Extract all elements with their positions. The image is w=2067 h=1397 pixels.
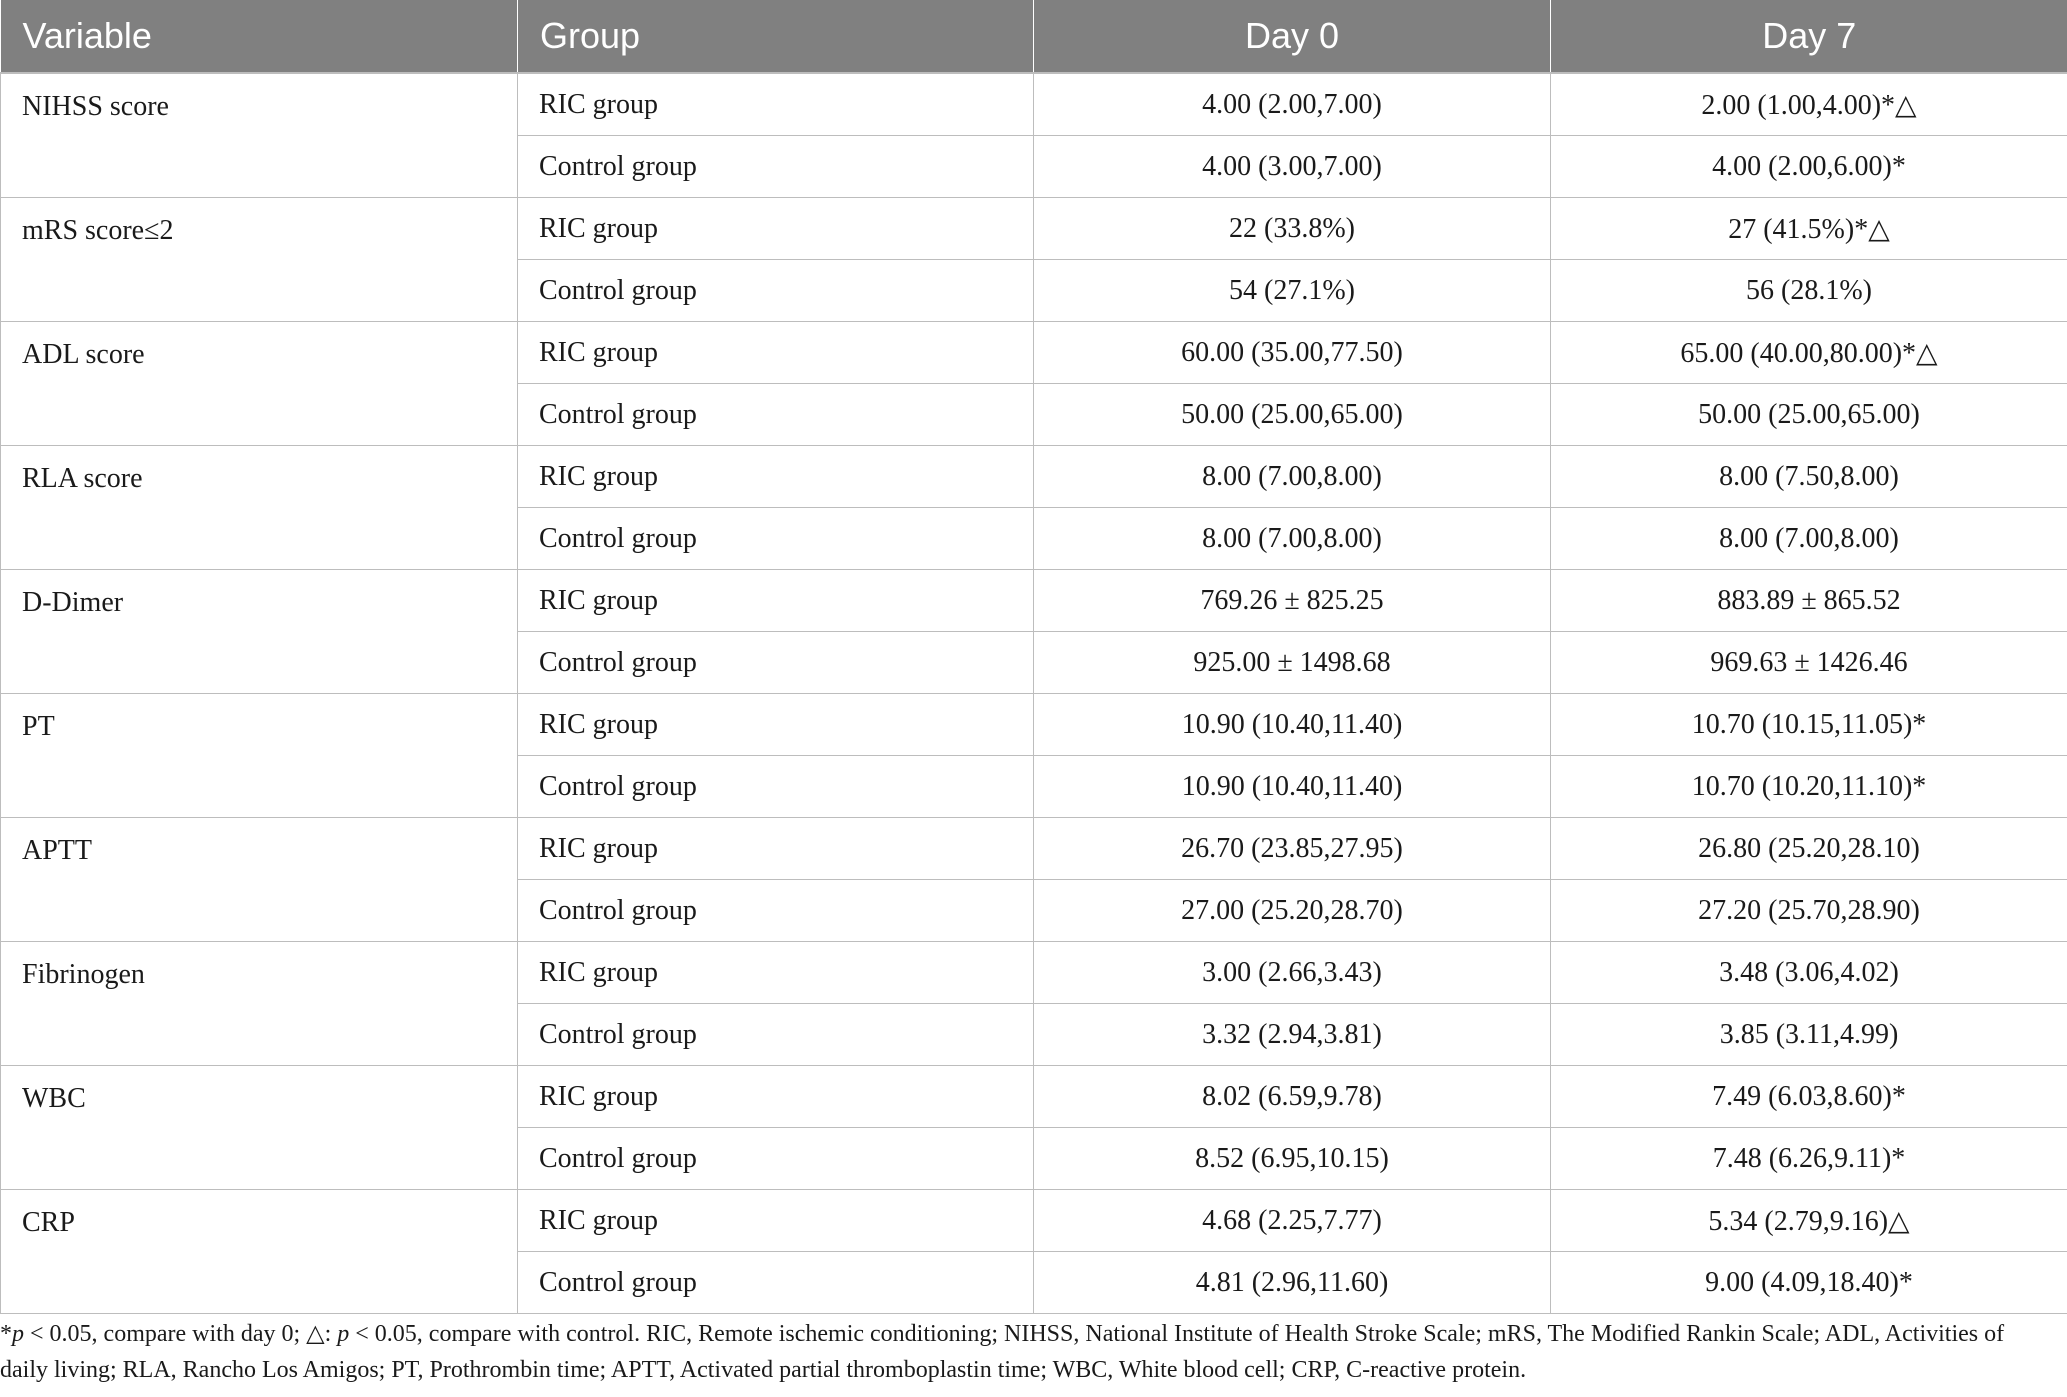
- table-row: [1, 570, 2067, 632]
- table-row: [1, 694, 2067, 756]
- group-cell: RIC group: [518, 570, 1034, 632]
- group-cell: Control group: [518, 1004, 1034, 1066]
- day7-cell: 8.00 (7.00,8.00): [1551, 508, 2067, 570]
- day0-cell: 4.00 (2.00,7.00): [1034, 73, 1551, 136]
- day7-cell: 9.00 (4.09,18.40)*: [1551, 1252, 2067, 1314]
- day0-cell: 10.90 (10.40,11.40): [1034, 756, 1551, 818]
- day0-cell: 8.00 (7.00,8.00): [1034, 508, 1551, 570]
- group-cell: Control group: [518, 260, 1034, 322]
- day7-cell: 883.89 ± 865.52: [1551, 570, 2067, 632]
- header-group: Group: [518, 0, 1034, 73]
- group-cell: RIC group: [518, 322, 1034, 384]
- day0-cell: 8.02 (6.59,9.78): [1034, 1066, 1551, 1128]
- day7-cell: 56 (28.1%): [1551, 260, 2067, 322]
- group-cell: Control group: [518, 384, 1034, 446]
- table-row: [1, 942, 2067, 1004]
- day7-cell: 3.48 (3.06,4.02): [1551, 942, 2067, 1004]
- day7-cell: 10.70 (10.20,11.10)*: [1551, 756, 2067, 818]
- day7-cell: 969.63 ± 1426.46: [1551, 632, 2067, 694]
- header-row: [1, 0, 2067, 73]
- day0-cell: 22 (33.8%): [1034, 198, 1551, 260]
- group-cell: Control group: [518, 1252, 1034, 1314]
- variable-cell: WBC: [1, 1066, 518, 1190]
- table-row: [1, 1066, 2067, 1128]
- group-cell: RIC group: [518, 198, 1034, 260]
- footnote-text-b: < 0.05, compare with control. RIC, Remote ischemic conditioning; NIHSS, National Institute of Health Stroke Scale; mRS, The Modified Rankin Scale; ADL, Activities of daily living; RLA, Rancho Los Amigos; PT, Prothrombin time; APTT, Activated partial thromboplastin time; WBC, White blood cell; CRP, C-reactive protein.: [0, 1321, 2005, 1383]
- group-cell: RIC group: [518, 694, 1034, 756]
- group-cell: RIC group: [518, 73, 1034, 136]
- footnote-p-symbol-2: p: [337, 1321, 350, 1347]
- day0-cell: 3.32 (2.94,3.81): [1034, 1004, 1551, 1066]
- day7-cell: 7.49 (6.03,8.60)*: [1551, 1066, 2067, 1128]
- variable-cell: mRS score≤2: [1, 198, 518, 322]
- day0-cell: 50.00 (25.00,65.00): [1034, 384, 1551, 446]
- day0-cell: 4.68 (2.25,7.77): [1034, 1190, 1551, 1252]
- table-row: [1, 322, 2067, 384]
- day0-cell: 8.52 (6.95,10.15): [1034, 1128, 1551, 1190]
- day0-cell: 26.70 (23.85,27.95): [1034, 818, 1551, 880]
- variable-cell: ADL score: [1, 322, 518, 446]
- day7-cell: 26.80 (25.20,28.10): [1551, 818, 2067, 880]
- footnote-text-a: < 0.05, compare with day 0; △:: [24, 1321, 338, 1347]
- day0-cell: 769.26 ± 825.25: [1034, 570, 1551, 632]
- day0-cell: 3.00 (2.66,3.43): [1034, 942, 1551, 1004]
- day0-cell: 27.00 (25.20,28.70): [1034, 880, 1551, 942]
- day0-cell: 60.00 (35.00,77.50): [1034, 322, 1551, 384]
- group-cell: Control group: [518, 136, 1034, 198]
- day7-cell: 27 (41.5%)*△: [1551, 198, 2067, 260]
- day0-cell: 10.90 (10.40,11.40): [1034, 694, 1551, 756]
- day7-cell: 65.00 (40.00,80.00)*△: [1551, 322, 2067, 384]
- day7-cell: 5.34 (2.79,9.16)△: [1551, 1190, 2067, 1252]
- variable-cell: D-Dimer: [1, 570, 518, 694]
- table-footnote: [0, 1316, 2050, 1388]
- group-cell: RIC group: [518, 942, 1034, 1004]
- group-cell: Control group: [518, 756, 1034, 818]
- table-row: [1, 446, 2067, 508]
- group-cell: RIC group: [518, 446, 1034, 508]
- group-cell: Control group: [518, 632, 1034, 694]
- variable-cell: RLA score: [1, 446, 518, 570]
- footnote-p-symbol: p: [12, 1321, 24, 1347]
- group-cell: RIC group: [518, 818, 1034, 880]
- header-day7: Day 7: [1551, 0, 2067, 73]
- day0-cell: 4.00 (3.00,7.00): [1034, 136, 1551, 198]
- group-cell: Control group: [518, 1128, 1034, 1190]
- table-row: [1, 198, 2067, 260]
- group-cell: Control group: [518, 880, 1034, 942]
- day7-cell: 3.85 (3.11,4.99): [1551, 1004, 2067, 1066]
- variable-cell: CRP: [1, 1190, 518, 1314]
- day0-cell: 54 (27.1%): [1034, 260, 1551, 322]
- table-row: [1, 818, 2067, 880]
- day7-cell: 27.20 (25.70,28.90): [1551, 880, 2067, 942]
- day0-cell: 4.81 (2.96,11.60): [1034, 1252, 1551, 1314]
- header-day0: Day 0: [1034, 0, 1551, 73]
- variable-cell: NIHSS score: [1, 73, 518, 198]
- group-cell: RIC group: [518, 1066, 1034, 1128]
- table-row: [1, 73, 2067, 136]
- day7-cell: 50.00 (25.00,65.00): [1551, 384, 2067, 446]
- day0-cell: 8.00 (7.00,8.00): [1034, 446, 1551, 508]
- day7-cell: 2.00 (1.00,4.00)*△: [1551, 73, 2067, 136]
- header-variable: Variable: [1, 0, 518, 73]
- variable-cell: APTT: [1, 818, 518, 942]
- day7-cell: 8.00 (7.50,8.00): [1551, 446, 2067, 508]
- variable-cell: Fibrinogen: [1, 942, 518, 1066]
- day7-cell: 7.48 (6.26,9.11)*: [1551, 1128, 2067, 1190]
- table-row: [1, 1190, 2067, 1252]
- group-cell: RIC group: [518, 1190, 1034, 1252]
- day0-cell: 925.00 ± 1498.68: [1034, 632, 1551, 694]
- day7-cell: 10.70 (10.15,11.05)*: [1551, 694, 2067, 756]
- day7-cell: 4.00 (2.00,6.00)*: [1551, 136, 2067, 198]
- group-cell: Control group: [518, 508, 1034, 570]
- variable-cell: PT: [1, 694, 518, 818]
- footnote-asterisk: *: [0, 1321, 12, 1347]
